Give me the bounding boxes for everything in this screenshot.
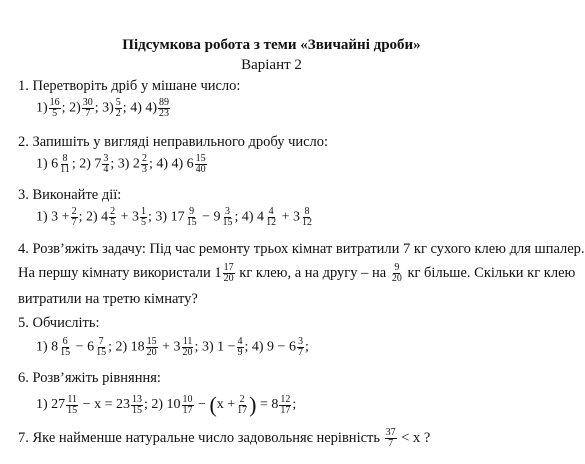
task-2-items: 1) 6 $\frac{8}{11}$ ; 2) 7 $\frac{3}{4}$ ; 3) 2 $\frac{2}{3}$ ; 4) 4) 6 $\frac{15}{40}$ [36,153,206,175]
t2-item-3-fraction: $\frac{2}{3}$ [141,153,147,175]
glue-extra-fraction: $\frac{9}{20}$ [391,262,402,284]
t1-item-3-fraction: $\frac{5}{2}$ [115,97,121,119]
t1-item-4-label: 4) 4) [130,100,158,116]
task-7-text: 7. Яке найменше натуральне число задовольняє нерівність $\frac{37}{7}$ < x ? [18,427,431,449]
task-1-text: 1. Перетворіть дріб у мішане число: [18,78,241,94]
worksheet-title: Підсумкова робота з теми «Звичайні дроби» [122,37,421,53]
glue-first-room-fraction: $\frac{17}{20}$ [223,262,234,284]
task-4-line-2: На першу кімнату використали 1 $\frac{17}{20}$ кг клею, а на другу – на $\frac{9}{20}$ кг більше. Скільки кг клею [18,262,576,284]
t1-item-1-label: 1) [36,100,48,116]
t2-item-2-fraction: $\frac{3}{4}$ [103,153,109,175]
task-6-text: 6. Розв’яжіть рівняння: [18,370,161,386]
task-4-line-1: 4. Розв’яжіть задачу: Під час ремонту трьох кімнат витратили 7 кг сухого клею для шпалер. [18,241,585,257]
task-3-items: 1) 3 + $\frac{2}{7}$ ; 2) 4 $\frac{2}{5}$ + 3 $\frac{1}{5}$ ; 3) 17 $\frac{9}{15}$ − 9 $\frac{3}{15}$ ; 4) 4 $\frac{4}{12}$ + 3 $\frac{8}{12}$ [36,206,312,228]
task-3-text: 3. Виконайте дії: [18,187,122,203]
task-5-items: 1) 8 $\frac{6}{15}$ − 6 $\frac{7}{15}$ ; 2) 18 $\frac{15}{20}$ + 3 $\frac{11}{20}$ ; 3) 1 − $\frac{4}{9}$ ; 4) 9 − 6 $\frac{3}{7}$ ; [36,336,309,358]
variant-label: Варіант 2 [241,57,302,73]
t1-item-3-label: 3) [102,100,114,116]
t1-item-2-label: 2) [69,100,81,116]
t1-item-1-fraction: $\frac{16}{5}$ [49,97,60,119]
t1-item-4-fraction: $\frac{89}{23}$ [159,97,170,119]
task-4-line-3: витратили на третю кімнату? [18,291,198,307]
task-5-text: 5. Обчисліть: [18,315,100,331]
task-2-text: 2. Запишіть у вигляді неправильного дробу число: [18,134,329,150]
task-1-items: 1) $\frac{16}{5}$ ; 2) $\frac{30}{7}$ ; 3) $\frac{5}{2}$ ; 4) 4) $\frac{89}{23}$ [36,97,170,119]
task-6-items: 1) 27 $\frac{11}{15}$ − x = 23 $\frac{13}{15}$ ; 2) 10 $\frac{10}{17}$ − (x + $\frac{2}{17}$ ) = 8 $\frac{12}{17}$ ; [36,392,297,417]
t2-item-1-fraction: $\frac{8}{11}$ [60,153,70,175]
t2-item-4-fraction: $\frac{15}{40}$ [195,153,206,175]
inequality-fraction: $\frac{37}{7}$ [385,427,396,449]
t1-item-2-fraction: $\frac{30}{7}$ [82,97,93,119]
